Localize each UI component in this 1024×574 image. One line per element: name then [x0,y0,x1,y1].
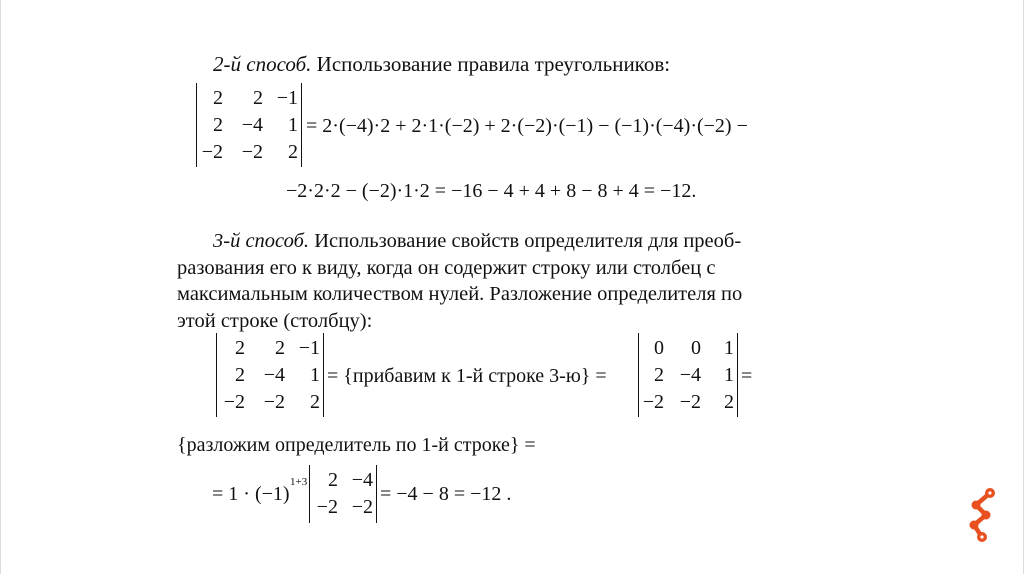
matrix-cell: 2 [275,337,285,359]
matrix-cell: −2 [223,391,245,413]
matrix-cell: 2 [654,364,664,386]
matrix-cell: 2 [213,114,223,136]
matrix-cell: 2 [310,391,320,413]
matrix-cell: 2 [235,337,245,359]
matrix-cell: 2 [288,141,298,163]
matrix-cell: −4 [263,364,285,386]
matrix-cell: −1 [276,87,298,109]
matrix-cell: −2 [201,141,223,163]
left-page-edge [0,0,1,574]
method-3-line-2: разования его к виду, когда он содержит строку или столбец с [177,256,716,279]
matrix-cell: −2 [642,391,664,413]
matrix-cell: 0 [691,337,701,359]
matrix-row [310,494,376,520]
equals-sign: = [741,365,753,387]
matrix-cell: −2 [679,391,701,413]
determinant-minor [309,465,377,523]
matrix-cell: −4 [679,364,701,386]
matrix-cell: −4 [351,469,373,491]
matrix-cell: −2 [351,496,373,518]
matrix-cell: 2 [235,364,245,386]
method-3-line-3: максимальным количеством нулей. Разложение определителя по [177,283,743,305]
method-2-title: Использование правила треугольников: [316,52,671,76]
matrix-cell: 2 [253,87,263,109]
matrix-cell: −4 [241,114,263,136]
method-3-label: 3-й способ. [213,230,310,252]
expansion-line-1: = 2·(−4)·2 + 2·1·(−2) + 2·(−2)·(−1) − (−1)·(−4)·(−2) − [306,115,748,137]
matrix-row [217,335,323,361]
cofactor-exponent: 1+3 [290,476,308,488]
method-2-label: 2-й способ. [213,52,312,76]
matrix-row [197,85,301,111]
matrix-row [217,362,323,388]
matrix-row [197,112,301,138]
method-3-line-4: этой строке (столбцу): [177,309,373,332]
matrix-cell: −2 [241,141,263,163]
matrix-row [639,335,737,361]
matrix-row [639,362,737,388]
matrix-cell: 1 [288,114,298,136]
final-result: = −4 − 8 = −12 . [380,483,512,505]
determinant-method-2 [196,83,302,167]
expand-note: {разложим определитель по 1-й строке} = [177,434,536,456]
matrix-cell: 2 [328,469,338,491]
matrix-cell: −2 [263,391,285,413]
matrix-cell: 2 [724,391,734,413]
method-3-paragraph [177,228,797,334]
matrix-row [310,467,376,493]
matrix-cell: −2 [316,496,338,518]
matrix-cell: 1 [724,364,734,386]
determinant-transformed [638,333,738,417]
matrix-row [217,389,323,415]
expansion-line-2: −2·2·2 − (−2)·1·2 = −16 − 4 + 4 + 8 − 8 + 4 = −12. [286,180,697,202]
method-3-line-1 [177,228,797,255]
method-2-heading [213,52,670,77]
matrix-cell: 1 [724,337,734,359]
determinant-original [216,333,324,417]
cofactor-prefix: = 1 · (−1) [212,483,290,505]
row-operation-note: = {прибавим к 1-й строке 3-ю} = [327,365,607,387]
presentation-logo-icon [962,485,1002,545]
matrix-cell: 1 [310,364,320,386]
matrix-cell: −1 [298,337,320,359]
matrix-cell: 0 [654,337,664,359]
matrix-row [197,139,301,165]
method-3-title: Использование свойств определителя для преоб- [314,230,742,252]
matrix-cell: 2 [213,87,223,109]
matrix-row [639,389,737,415]
